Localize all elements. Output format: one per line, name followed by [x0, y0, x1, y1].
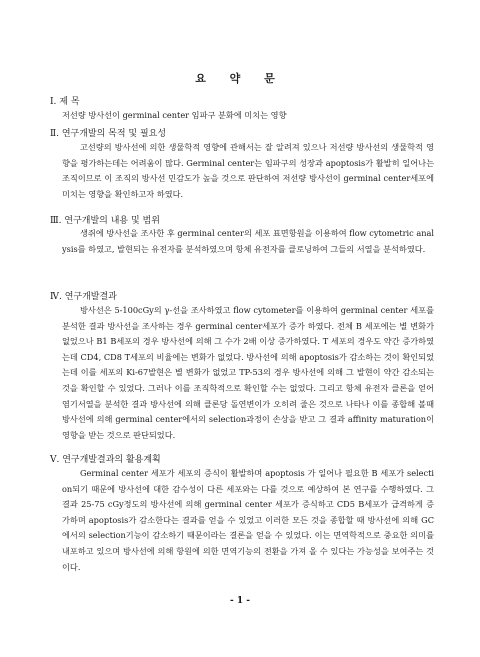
section-4-body: 방사선은 5-100cGy의 γ-선을 조사하였고 flow cytometer를 이용하여 germinal center 세포를 분석한 결과 방사선을 조사하는 경우 germinal center세포가 증가 하였다. 전체 B 세포에는 별 변화가 없었으나 B1 B세포의 경우 방사선에 의해 그 수가 2배 이상 증가하였다. T 세포의 경우도 약간 증가하였는데 CD4, CD8 T세포의 비율에는 변화가 없었다. 방사선에 의해 apoptosis가 감소하는 것이 확인되었는데 이를 세포의 Ki-67발현은 별 변화가 없었고 TP-53의 경우 방사선에 의해 그 발현이 약간 감소되는 것을 확인할 수 있었다. 그러나 이를 조직학적으로 확인할 수는 없었다. 그리고 항체 유전자 클론을 얻어 염기서열을 분석한 결과 방사선에 의해 클론당 돌연변이가 오히려 줄은 것으로 나타나 이를 종합해 볼때 방사선에 의해 germinal center에서의 selection과정이 손상을 받고 그 결과 affinity maturation이 영향을 받는 것으로 판단되었다.: [62, 305, 434, 440]
summary-title: 요 약 문: [195, 72, 285, 85]
section-2-body: 고선량의 방사선에 의한 생물학적 영향에 관해서는 잘 알려져 있으나 저선량 방사선의 생물학적 영향을 평가하는데는 어려움이 많다. Germinal center는 임파구의 성장과 apoptosis가 활발히 일어나는 조직이므로 이 조직의 방사선 민감도가 높을 것으로 판단하여 저선량 방사선이 germinal center세포에 미치는 영향을 확인하고자 하였다.: [62, 142, 434, 199]
section-1-body: 저선량 방사선이 germinal center 임파구 분화에 미치는 영향: [62, 110, 287, 120]
section-4-heading: Ⅳ. 연구개발결과: [50, 292, 117, 302]
section-5-heading: Ⅴ. 연구개발결과의 활용계획: [50, 455, 161, 465]
section-5-body: Germinal center 세포가 세포의 증식이 활발하며 apoptosis 가 일어나 필요한 B 세포가 selection되기 때문에 방사선에 대한 감수성이 다른 세포와는 다를 것으로 예상하여 본 연구를 수행하였다. 그 결과 25-75 cGy정도의 방사선에 의해 germinal center 세포가 증식하고 CD5 B세포가 급격하게 증가하며 apoptosis가 감소한다는 결과를 얻을 수 있었고 이러한 모든 것을 종합할 때 방사선에 의해 GC에서의 selection기능이 감소하기 때문이라는 결론을 얻을 수 있었다. 이는 면역학적으로 중요한 의미를 내포하고 있으며 방사선에 의해 항원에 의한 면역기능의 전환을 가져 올 수 있다는 가능성을 보여주는 것이다.: [62, 468, 434, 572]
section-2-heading: Ⅱ. 연구개발의 목적 및 필요성: [50, 129, 167, 139]
section-3-heading: Ⅲ. 연구개발의 내용 및 범위: [50, 216, 160, 226]
section-1-heading: Ⅰ. 제 목: [50, 97, 80, 107]
section-3-body: 생쥐에 방사선을 조사한 후 germinal center의 세포 표면항원을 이용하여 flow cytometric analysis를 하였고, 발현되는 유전자를 분석하였으며 항체 유전자를 클로닝하여 그들의 서열을 분석하였다.: [62, 228, 434, 254]
page-number: - 1 -: [230, 596, 250, 606]
